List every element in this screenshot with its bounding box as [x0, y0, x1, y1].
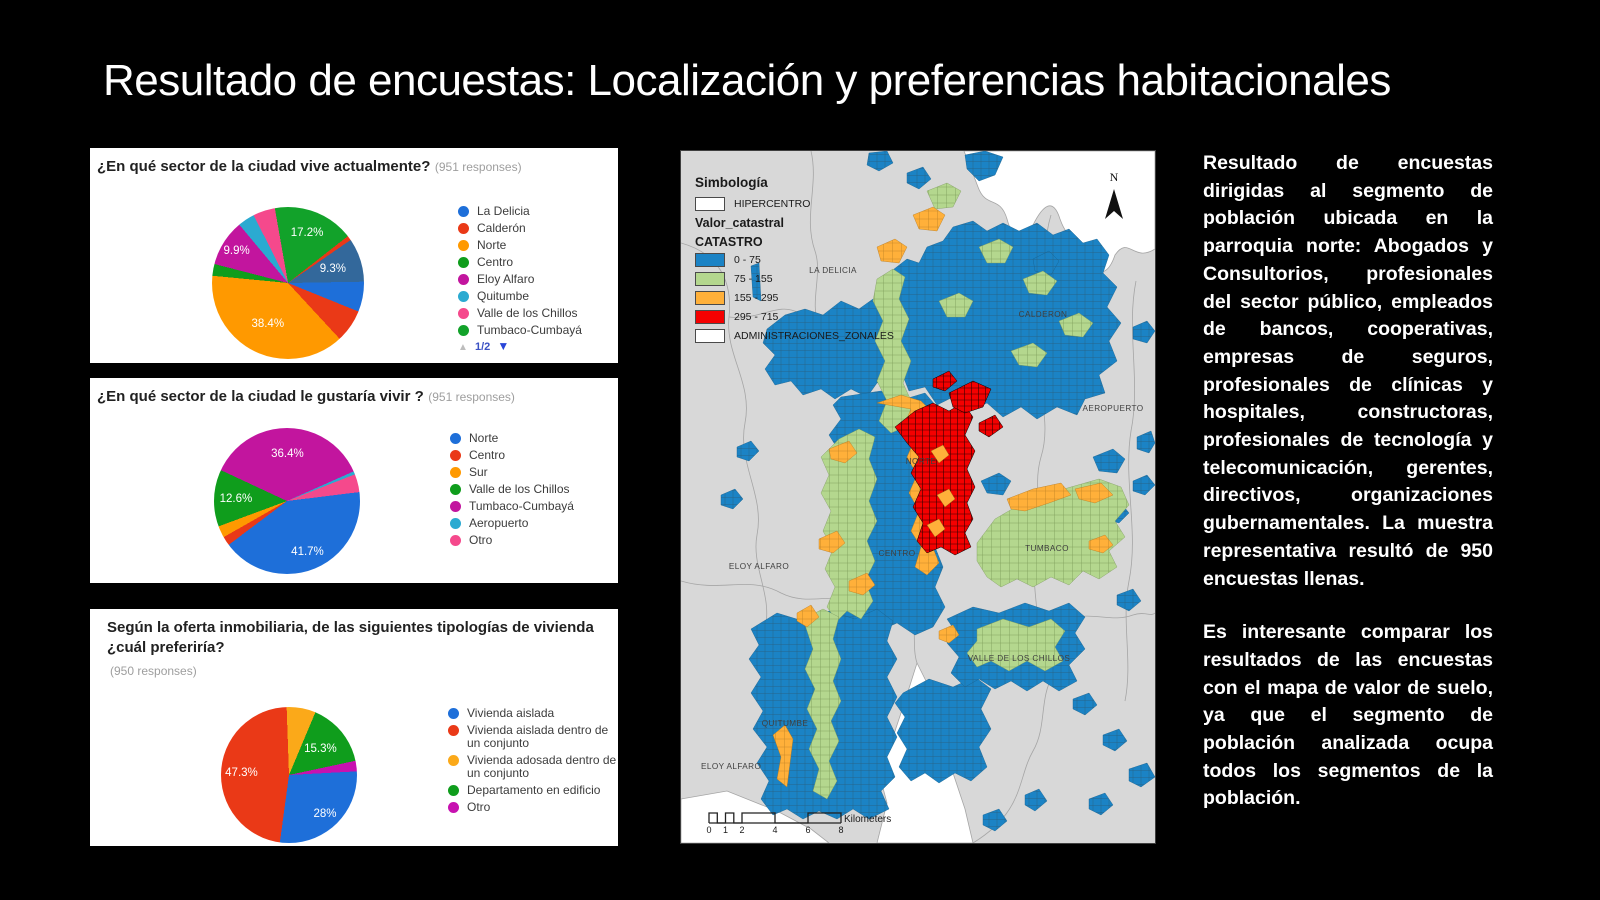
scale-tick: 0	[706, 825, 712, 835]
legend-color-dot	[448, 708, 459, 719]
chart-panel-tipologia-vivienda	[90, 609, 618, 846]
map-legend-class	[695, 310, 894, 324]
pie-chart	[214, 428, 360, 574]
map-legend-class-swatch	[695, 310, 725, 324]
legend-color-dot	[458, 291, 469, 302]
map-legend-class	[695, 253, 894, 267]
map-legend-class-label: 295 - 715	[734, 311, 779, 323]
zones-label: ADMINISTRACIONES_ZONALES	[734, 330, 894, 342]
map-legend-class	[695, 291, 894, 305]
legend-item	[458, 273, 613, 286]
map-legend-class-label: 75 - 155	[734, 273, 773, 285]
pie-percent-label: 47.3%	[225, 766, 258, 779]
chart-legend	[450, 432, 610, 551]
legend-color-dot	[450, 501, 461, 512]
legend-color-dot	[458, 274, 469, 285]
legend-color-dot	[450, 433, 461, 444]
legend-item	[448, 724, 618, 750]
pie-percent-label: 15.3%	[304, 742, 337, 755]
legend-pager[interactable]	[458, 339, 509, 353]
legend-color-dot	[458, 325, 469, 336]
legend-label: Vivienda aislada	[467, 706, 555, 720]
map-legend-class	[695, 272, 894, 286]
chart-title: Según la oferta inmobiliaria, de las siguientes tipologías de vivienda ¿cuál preferiría?	[107, 619, 594, 656]
map-label: NORTE	[905, 457, 937, 466]
map-legend-class-swatch	[695, 253, 725, 267]
legend-label: Valle de los Chillos	[469, 482, 570, 496]
legend-item	[458, 205, 613, 218]
legend-label: Sur	[469, 465, 488, 479]
scale-tick: 1	[722, 825, 729, 835]
scale-tick: 2	[739, 825, 745, 835]
north-label: N	[1109, 170, 1119, 184]
map-legend	[695, 175, 894, 348]
chart-panel-vive-actualmente	[90, 148, 618, 363]
map-label: ELOY ALFARO	[728, 562, 790, 571]
pie-percent-label: 28%	[313, 807, 337, 820]
legend-label: Norte	[469, 431, 499, 445]
pager-up-icon[interactable]: ▲	[458, 342, 468, 353]
legend-color-dot	[448, 725, 459, 736]
legend-label: Vivienda adosada dentro de un conjunto	[467, 753, 617, 780]
pie-chart	[212, 207, 364, 359]
map-label: CENTRO	[878, 549, 916, 558]
legend-item	[458, 239, 613, 252]
pie-percent-label: 12.6%	[219, 492, 253, 505]
legend-item	[450, 483, 610, 496]
legend-label: Quitumbe	[477, 289, 530, 303]
slide-title: Resultado de encuestas: Localización y preferencias habitacionales	[103, 56, 1391, 105]
legend-item	[448, 784, 618, 797]
legend-item	[458, 256, 613, 269]
legend-color-dot	[450, 450, 461, 461]
legend-color-dot	[448, 785, 459, 796]
map-label: AEROPUERTO	[1082, 404, 1144, 413]
legend-color-dot	[458, 240, 469, 251]
pager-down-icon[interactable]: ▼	[497, 339, 510, 353]
hipercentro-swatch	[695, 197, 725, 211]
map-label: TUMBACO	[1025, 544, 1069, 553]
legend-item	[458, 222, 613, 235]
legend-color-dot	[458, 257, 469, 268]
legend-color-dot	[448, 802, 459, 813]
chart-title: ¿En qué sector de la ciudad le gustaría vivir ?	[97, 388, 424, 405]
legend-item	[448, 707, 618, 720]
legend-color-dot	[458, 206, 469, 217]
map-legend-classes	[695, 253, 894, 324]
legend-item	[450, 517, 610, 530]
chart-title: ¿En qué sector de la ciudad vive actualmente?	[97, 158, 431, 175]
pie-percent-label: 41.7%	[291, 545, 324, 558]
legend-item	[450, 449, 610, 462]
legend-label: Aeropuerto	[469, 516, 529, 530]
map-legend-group-valor: Valor_catastral	[695, 216, 784, 230]
legend-color-dot	[458, 223, 469, 234]
map-legend-class-swatch	[695, 272, 725, 286]
chart-legend	[448, 707, 618, 818]
legend-label: Valle de los Chillos	[477, 306, 578, 320]
pie-chart	[221, 707, 357, 843]
pager-page-indicator: 1/2	[474, 341, 491, 353]
legend-label: Departamento en edificio	[467, 783, 601, 797]
chart-header	[90, 378, 618, 407]
legend-color-dot	[448, 755, 459, 766]
legend-color-dot	[450, 484, 461, 495]
map-label: VALLE DE LOS CHILLOS	[967, 654, 1071, 663]
pie-percent-label: 9.3%	[319, 262, 346, 275]
map-legend-zones	[695, 329, 894, 343]
legend-label: Otro	[467, 800, 491, 814]
scale-unit: Kilometers	[844, 814, 892, 825]
map-legend-hipercentro	[695, 197, 894, 211]
scale-tick: 8	[838, 825, 844, 835]
responses-count: (951 responses)	[428, 390, 515, 404]
legend-label: Centro	[477, 255, 514, 269]
legend-item	[458, 324, 613, 337]
map-label: ELOY ALFARO	[701, 762, 762, 771]
scale-tick: 4	[772, 825, 778, 835]
map-label: LA DELICIA	[809, 266, 857, 275]
pie-percent-label: 17.2%	[290, 227, 324, 240]
legend-item	[450, 534, 610, 547]
pie-percent-label: 36.4%	[271, 447, 304, 460]
legend-item	[450, 432, 610, 445]
chart-header	[90, 609, 618, 681]
legend-label: Tumbaco-Cumbayá	[469, 499, 574, 513]
pie-percent-label: 38.4%	[251, 317, 285, 330]
zones-swatch	[695, 329, 725, 343]
chart-panel-gustaria-vivir	[90, 378, 618, 583]
legend-label: Vivienda aislada dentro de un conjunto	[467, 723, 609, 750]
legend-color-dot	[450, 518, 461, 529]
map-legend-title: Simbología	[695, 175, 768, 190]
description-paragraph-1: Resultado de encuestas dirigidas al segmento de población ubicada en la parroquia norte: Abogados y Consultorios, profesionales del sector público, empleados de bancos, cooperativas, empresas de seguros, profesionales de clínicas y hospitales, constructoras, profesionales de tecnología y telecomunicación, gerentes, directivos, organizaciones gubernamentales. La muestra representativa resultó de 950 encuestas llenas.	[1203, 152, 1493, 590]
legend-item	[450, 500, 610, 513]
map-label: CALDERON	[1018, 310, 1068, 319]
legend-label: Norte	[477, 238, 507, 252]
legend-label: La Delicia	[477, 204, 530, 218]
legend-color-dot	[450, 535, 461, 546]
pie-percent-label: 9.9%	[223, 244, 250, 257]
chart-legend	[458, 205, 613, 341]
legend-label: Eloy Alfaro	[477, 272, 535, 286]
legend-color-dot	[458, 308, 469, 319]
legend-item	[458, 307, 613, 320]
hipercentro-label: HIPERCENTRO	[734, 198, 811, 210]
description-text	[1203, 150, 1493, 813]
legend-color-dot	[450, 467, 461, 478]
legend-item	[458, 290, 613, 303]
map-legend-class-label: 155 - 295	[734, 292, 779, 304]
map-legend-class-label: 0 - 75	[734, 254, 761, 266]
legend-label: Otro	[469, 533, 493, 547]
legend-item	[450, 466, 610, 479]
responses-count: (951 responses)	[434, 160, 522, 174]
map-legend-class-swatch	[695, 291, 725, 305]
map-legend-group-catastro: CATASTRO	[695, 235, 763, 249]
scale-tick: 6	[805, 825, 811, 835]
legend-item	[448, 801, 618, 814]
description-paragraph-2: Es interesante comparar los resultados de las encuestas con el mapa de valor de suelo, ya que el segmento de población analizada ocupa todos los segmentos de la población.	[1203, 621, 1493, 810]
legend-item	[448, 754, 618, 780]
cadastral-value-map	[680, 150, 1156, 844]
legend-label: Centro	[469, 448, 506, 462]
responses-count: (950 responses)	[110, 664, 197, 678]
chart-header	[90, 148, 618, 177]
legend-label: Calderón	[477, 221, 526, 235]
legend-label: Tumbaco-Cumbayá	[477, 323, 582, 337]
map-label: QUITUMBE	[761, 719, 809, 728]
